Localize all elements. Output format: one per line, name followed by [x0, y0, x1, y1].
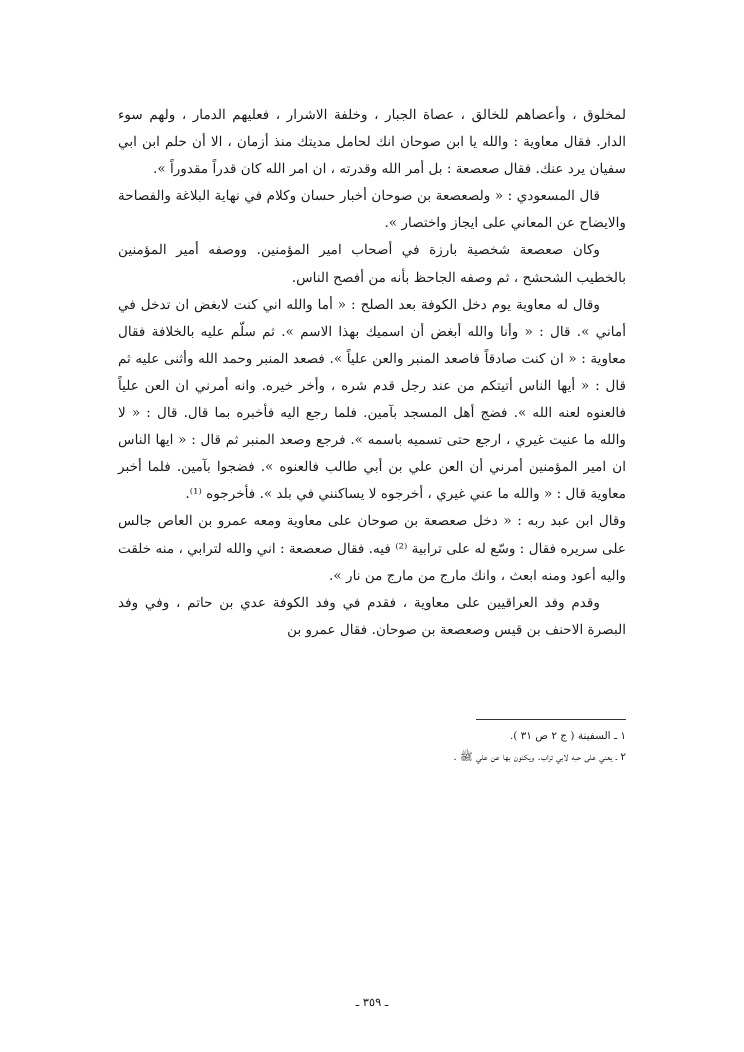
page-number: ـ ٣٥٩ ـ	[355, 995, 389, 1009]
footnotes	[118, 726, 626, 768]
paragraph-3: وكان صعصعة شخصية بارزة في أصحاب امير المؤمنين. ووصفه أمير المؤمنين بالخطيب الشحشح ، ثم وصفه الجاحظ بأنه من أفصح الناس.	[118, 242, 626, 286]
paragraph-2: قال المسعودي : « ولصعصعة بن صوحان أخبار حسان وكلام في نهاية البلاغة والفصاحة والايضاح عن المعاني على ايجاز واختصار ».	[118, 188, 626, 232]
footnote-1: ١ ـ السفينة ( ج ٢ ص ٣١ ).	[509, 730, 626, 742]
paragraph-1: لمخلوق ، وأعصاهم للخالق ، عصاة الجبار ، وخلفة الاشرار ، فعليهم الدمار ، ولهم سوء الدار. فقال معاوية : والله يا ابن صوحان انك لحامل مديتك منذ أزمان ، الا أن حلم ابن ابي سفيان يرد عنك. فقال صعصعة : بل أمر الله وقدرته ، ان امر الله كان قدراً مقدوراً ».	[118, 107, 626, 178]
footnote-divider	[476, 719, 626, 720]
footnote-2: ٢ ـ يعني على حبه لابي تراب. ويكنون بها عن علي ﷺ .	[453, 751, 626, 763]
paragraph-4: وقال له معاوية يوم دخل الكوفة بعد الصلح : « أما والله اني كنت لابغض ان تدخل في أماني ». قال : « وأنا والله أبغض أن اسميك بهذا الاسم ». ثم سلّم عليه بالخلافة فقال معاوية : « ان كنت صادقاً فاصعد المنبر والعن علياً ». فصعد المنبر وحمد الله وأثنى عليه ثم قال : « أيها الناس أتيتكم من عند رجل قدم شره ، وأخر خيره. وانه أمرني ان العن علياً فالعنوه لعنه الله ». فضج أهل المسجد بآمين. فلما رجع اليه فأخبره بما قال. قال : « لا والله ما عنيت غيري ، ارجع حتى تسميه باسمه ». فرجع وصعد المنبر ثم قال : « ايها الناس ان امير المؤمنين أمرني أن العن علي بن أبي طالب فالعنوه ». فضجوا بآمين. فلما أخبر معاوية قال : « والله ما عني غيري ، أخرجوه لا يساكنني في بلد ». فأخرجوه ⁽¹⁾.	[118, 296, 626, 503]
paragraph-5: وقال ابن عبد ربه : « دخل صعصعة بن صوحان على معاوية ومعه عمرو بن العاص جالس على سريره فقال : وسّع له على ترابية ⁽²⁾ فيه. فقال صعصعة : اني والله لترابي ، منه خلقت واليه أعود ومنه ابعث ، وانك مارج من مارج من نار ».	[118, 513, 626, 584]
main-text	[118, 102, 626, 644]
paragraph-6: وقدم وفد العراقيين على معاوية ، فقدم في وفد الكوفة عدي بن حاتم ، وفي وفد البصرة الاحنف بن قيس وصعصعة بن صوحان. فقال عمرو بن	[118, 594, 626, 638]
